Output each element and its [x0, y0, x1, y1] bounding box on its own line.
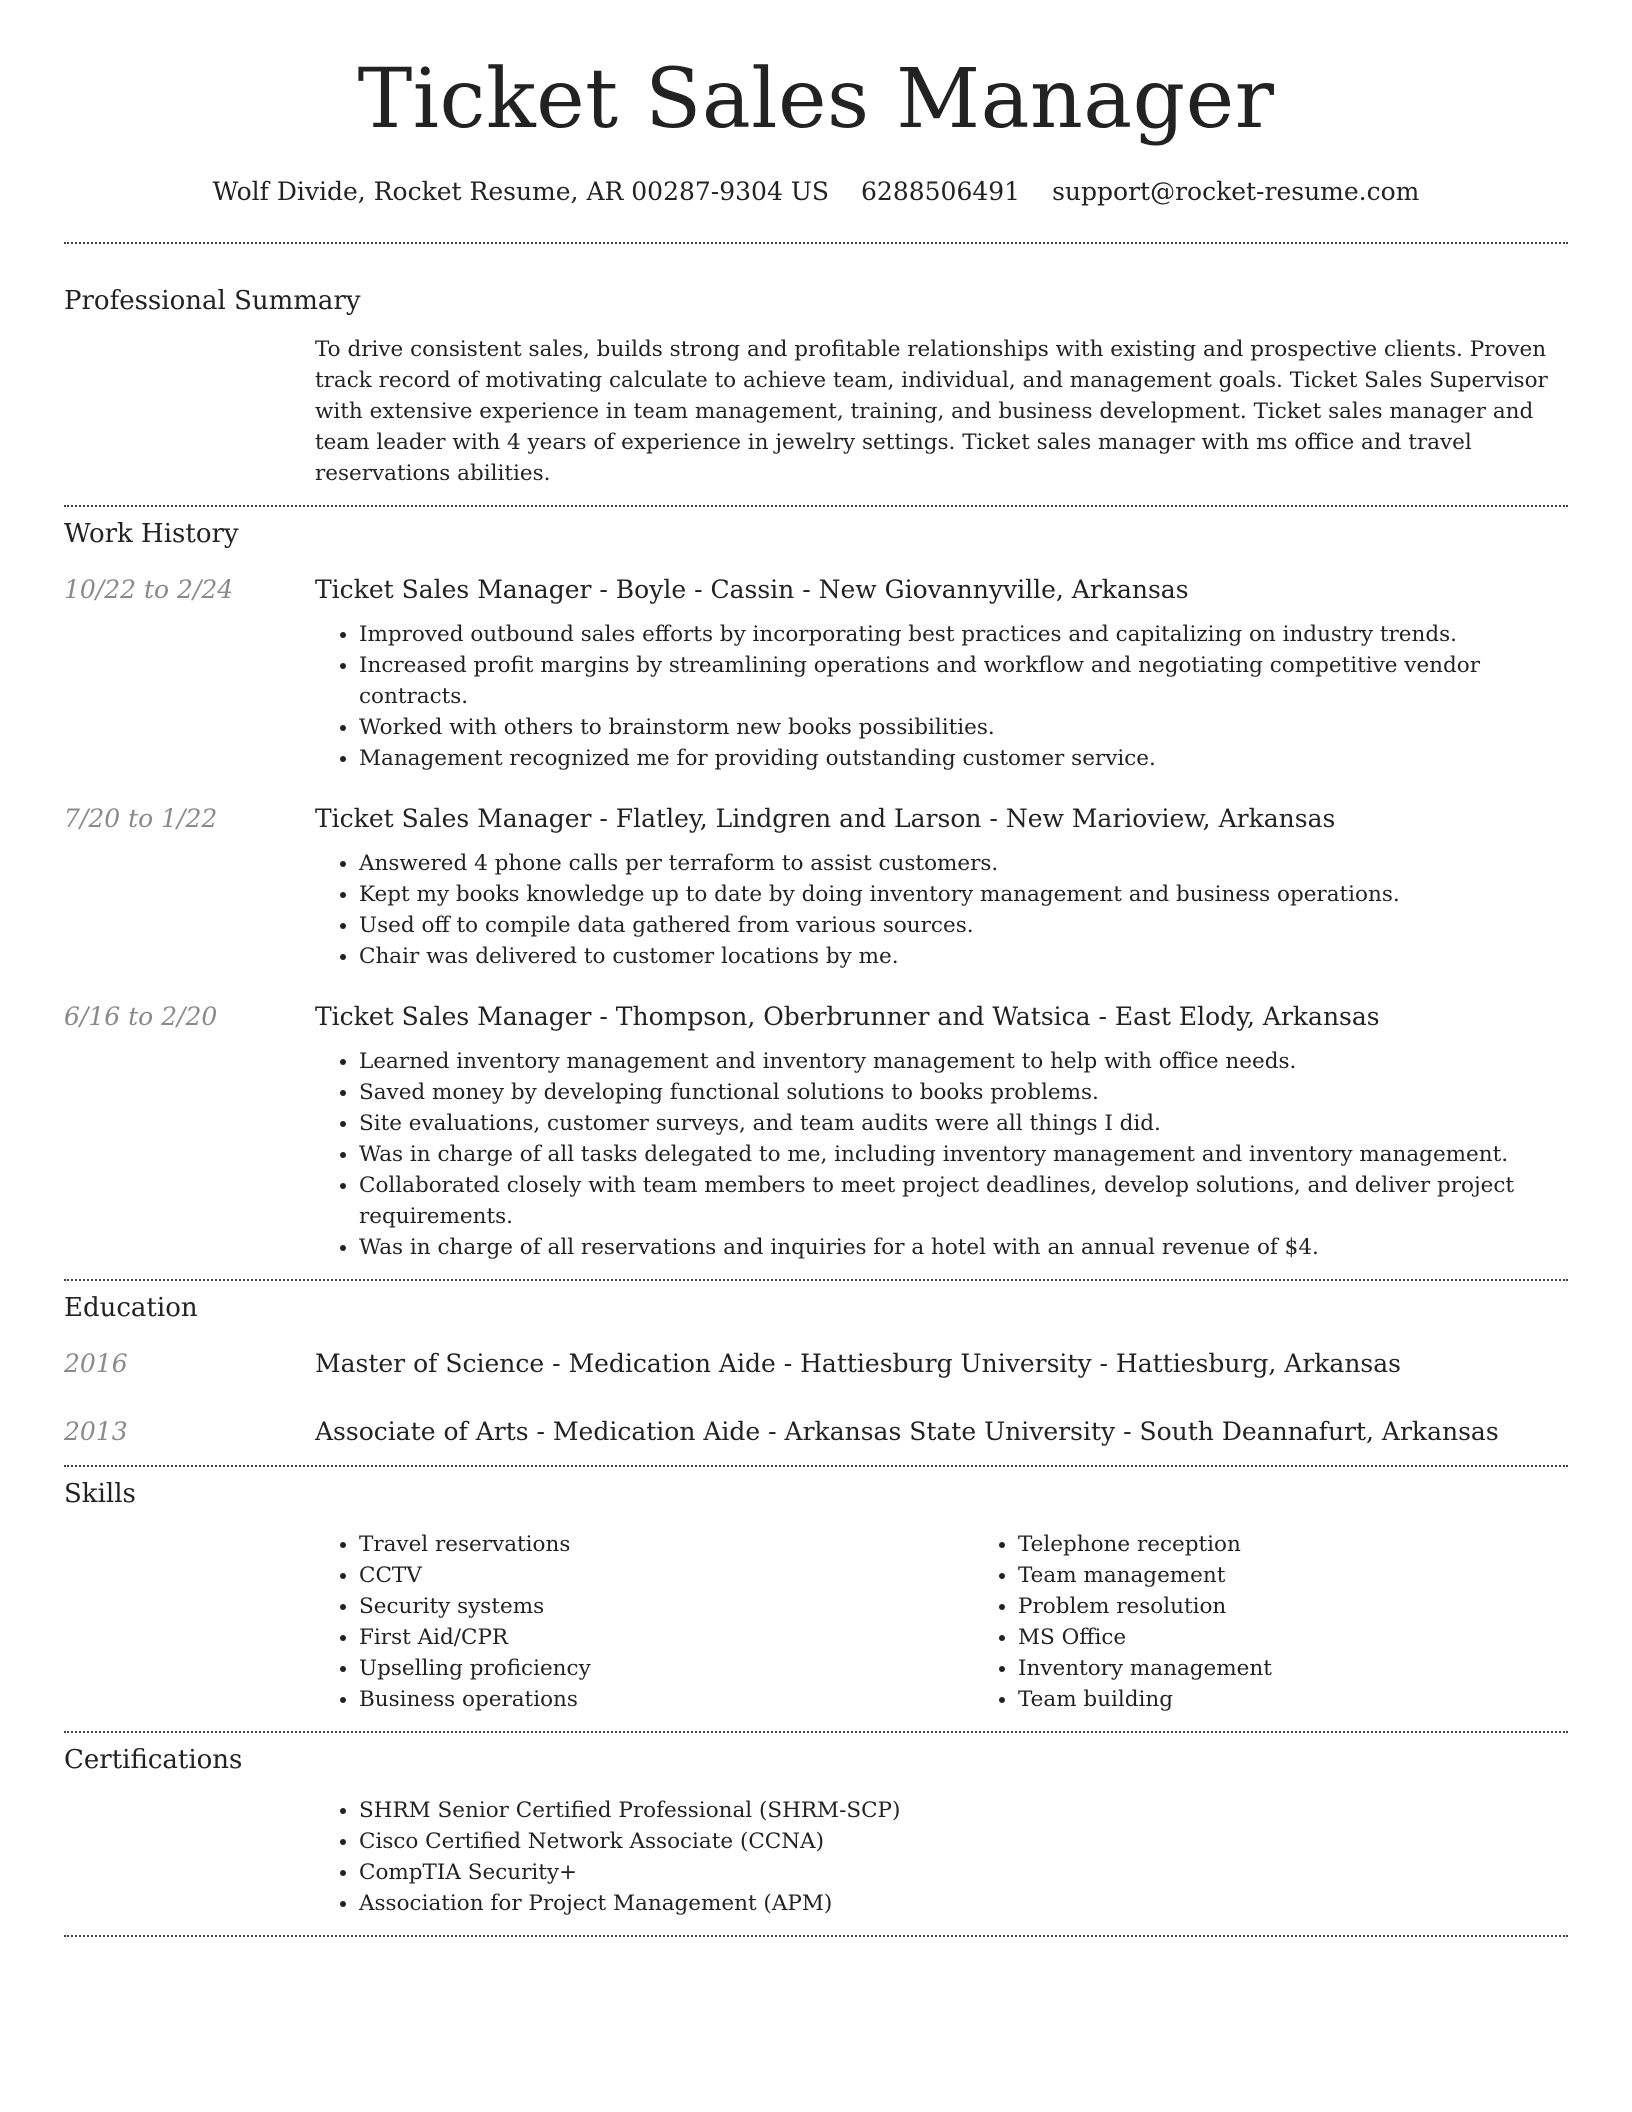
summary-heading: Professional Summary: [64, 286, 361, 316]
skills-list-left: [315, 1529, 974, 1715]
list-item: • First Aid/CPR: [359, 1622, 974, 1653]
education-degree: Associate of Arts - Medication Aide - Arkansas State University - South Deannafurt, Arkansas: [315, 1417, 1499, 1446]
list-item: • MS Office: [1018, 1622, 1632, 1653]
list-item: • Chair was delivered to customer locations by me.: [359, 941, 1568, 972]
list-item: • CompTIA Security+: [359, 1857, 1568, 1888]
list-item: • Collaborated closely with team members to meet project deadlines, develop solutions, and deliver project requirements.: [359, 1170, 1568, 1232]
list-item: • Cisco Certified Network Associate (CCNA): [359, 1826, 1568, 1857]
skills-heading: Skills: [64, 1479, 136, 1509]
job-dates: 7/20 to 1/22: [64, 804, 218, 833]
job-title: Ticket Sales Manager - Flatley, Lindgren and Larson - New Marioview, Arkansas: [315, 804, 1336, 833]
education-section: [64, 1281, 1568, 1449]
list-item: • Problem resolution: [1018, 1591, 1632, 1622]
phone-text: 6288506491: [861, 177, 1021, 206]
skills-list-right: [974, 1529, 1632, 1715]
list-item: • Association for Project Management (APM): [359, 1888, 1568, 1919]
job-entry: [64, 1000, 1568, 1263]
education-entry: [64, 1347, 1568, 1381]
list-item: • SHRM Senior Certified Professional (SHRM-SCP): [359, 1795, 1568, 1826]
list-item: • Team building: [1018, 1684, 1632, 1715]
list-item: • Upselling proficiency: [359, 1653, 974, 1684]
job-entry: [64, 802, 1568, 972]
education-degree: Master of Science - Medication Aide - Hattiesburg University - Hattiesburg, Arkansas: [315, 1349, 1401, 1378]
education-year: 2013: [64, 1417, 128, 1446]
work-history-section: [64, 507, 1568, 1263]
certifications-heading: Certifications: [64, 1745, 243, 1775]
skills-section: [64, 1467, 1568, 1715]
job-bullets: [315, 848, 1568, 972]
job-dates: 10/22 to 2/24: [64, 575, 234, 604]
job-dates: 6/16 to 2/20: [64, 1002, 218, 1031]
list-item: • Team management: [1018, 1560, 1632, 1591]
education-entry: [64, 1415, 1568, 1449]
certifications-list: [315, 1795, 1568, 1919]
education-year: 2016: [64, 1349, 128, 1378]
list-item: • Management recognized me for providing outstanding customer service.: [359, 743, 1568, 774]
list-item: • Was in charge of all reservations and inquiries for a hotel with an annual revenue of $4.: [359, 1232, 1568, 1263]
list-item: • Kept my books knowledge up to date by doing inventory management and business operations.: [359, 879, 1568, 910]
list-item: • Improved outbound sales efforts by incorporating best practices and capitalizing on industry trends.: [359, 619, 1568, 650]
list-item: • Telephone reception: [1018, 1529, 1632, 1560]
email-text: support@rocket-resume.com: [1052, 177, 1420, 206]
list-item: • Travel reservations: [359, 1529, 974, 1560]
list-item: • Business operations: [359, 1684, 974, 1715]
skills-grid: [315, 1529, 1632, 1715]
list-item: • Security systems: [359, 1591, 974, 1622]
list-item: • Increased profit margins by streamlining operations and workflow and negotiating competitive vendor contracts.: [359, 650, 1568, 712]
job-title: Ticket Sales Manager - Boyle - Cassin - New Giovannyville, Arkansas: [315, 575, 1189, 604]
job-title: Ticket Sales Manager - Thompson, Oberbrunner and Watsica - East Elody, Arkansas: [315, 1002, 1380, 1031]
list-item: • CCTV: [359, 1560, 974, 1591]
list-item: • Answered 4 phone calls per terraform to assist customers.: [359, 848, 1568, 879]
address-text: Wolf Divide, Rocket Resume, AR 00287-9304 US: [212, 177, 830, 206]
page-title: Ticket Sales Manager: [357, 52, 1275, 147]
certifications-section: [64, 1733, 1568, 1919]
education-heading: Education: [64, 1293, 198, 1323]
work-history-heading: Work History: [64, 519, 239, 549]
list-item: • Learned inventory management and inventory management to help with office needs.: [359, 1046, 1568, 1077]
list-item: • Site evaluations, customer surveys, and team audits were all things I did.: [359, 1108, 1568, 1139]
section-divider: [64, 1935, 1568, 1937]
contact-line: [64, 176, 1568, 208]
list-item: • Inventory management: [1018, 1653, 1632, 1684]
summary-text: To drive consistent sales, builds strong and profitable relationships with existing and prospective clients. Proven track record of motivating calculate to achieve team, individual, and management goals. Ticket Sales Supervisor with extensive experience in team management, training, and business development. Ticket sales manager and team leader with 4 years of experience in jewelry settings. Ticket sales manager with ms office and travel reservations abilities.: [315, 337, 1548, 486]
job-entry: [64, 573, 1568, 774]
job-bullets: [315, 1046, 1568, 1263]
list-item: • Was in charge of all tasks delegated to me, including inventory management and inventory management.: [359, 1139, 1568, 1170]
job-bullets: [315, 619, 1568, 774]
summary-section: [64, 244, 1568, 489]
list-item: • Saved money by developing functional solutions to books problems.: [359, 1077, 1568, 1108]
list-item: • Worked with others to brainstorm new books possibilities.: [359, 712, 1568, 743]
list-item: • Used off to compile data gathered from various sources.: [359, 910, 1568, 941]
